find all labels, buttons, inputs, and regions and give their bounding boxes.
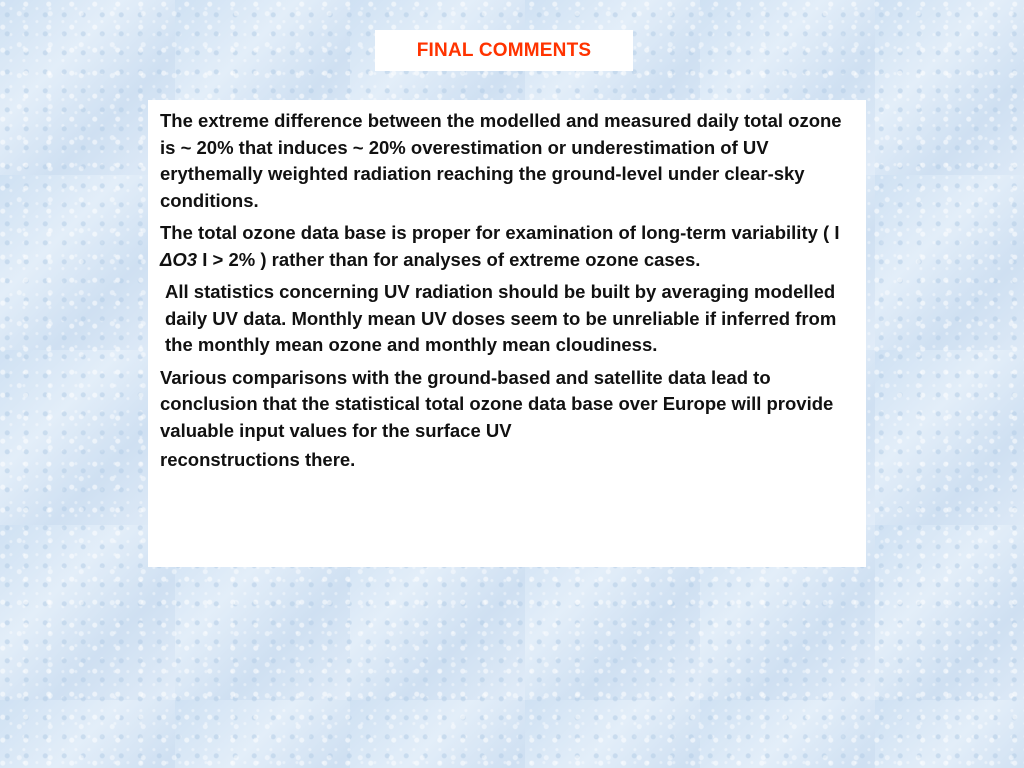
comments-panel [148,100,866,567]
comment-paragraph-2-end: I > 2% ) rather than for analyses of extreme ozone cases. [197,248,701,270]
comment-paragraph-3: All statistics concerning UV radiation should be built by averaging modelled daily UV data. Monthly mean UV doses seem to be unreliable if inferred from the monthly mean ozone and monthly mean cloudiness. [165,281,837,355]
comment-paragraph-4 [160,365,858,477]
delta-ozone-symbol: ΔO3 [160,248,198,270]
comment-paragraph-4-end: reconstructions there. [160,449,356,470]
comment-paragraph-2 [160,220,858,273]
title-box [375,30,633,71]
page-title: FINAL COMMENTS [416,39,592,61]
comment-paragraph-2-start: The total ozone data base is proper for examination of long-term variability ( I [160,222,840,243]
comment-paragraph-4-main: Various comparisons with the ground-based and satellite data lead to conclusion that the statistical total ozone data base over Europe will provide valuable input values for the surface UV [160,366,834,441]
comment-paragraph-1: The extreme difference between the modelled and measured daily total ozone is ~ 20% that induces ~ 20% overestimation or underestimation of UV erythemally weighted radiation reaching the ground-level under clear-sky conditions. [160,110,842,211]
